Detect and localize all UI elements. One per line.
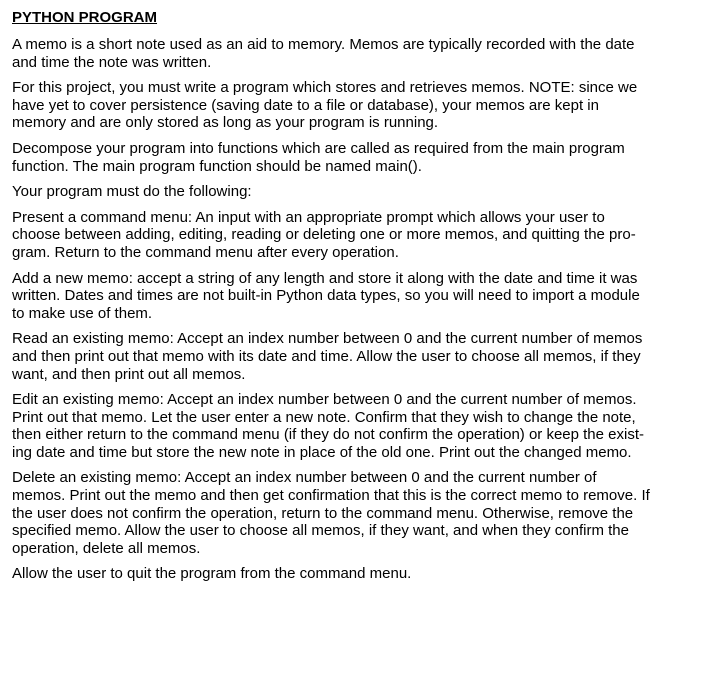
document-title: PYTHON PROGRAM xyxy=(12,9,158,26)
paragraph-delete-memo: Delete an existing memo: Accept an index number between 0 and the current number of memos. Print out the memo and then get confirmation that this is the correct memo to remove. If the user does not confirm the operation, return to the command menu. Otherwise, remove the specified memo. Allow the user to choose all memos, if they want, and when they confirm the operation, delete all memos. xyxy=(12,469,650,557)
paragraph-add-memo: Add a new memo: accept a string of any length and store it along with the date and time it was written. Dates and times are not built-in Python data types, so you will need to import a module to make use of them. xyxy=(12,269,640,322)
paragraph-read-memo: Read an existing memo: Accept an index number between 0 and the current number of memos and then print out that memo with its date and time. Allow the user to choose all memos, if they want, and then print out all memos. xyxy=(12,330,643,383)
paragraph-decompose: Decompose your program into functions which are called as required from the main program function. The main program function should be named main(). xyxy=(12,139,625,175)
paragraph-quit: Allow the user to quit the program from the command menu. xyxy=(12,565,412,583)
paragraph-command-menu: Present a command menu: An input with an appropriate prompt which allows your user to choose between adding, editing, reading or deleting one or more memos, and quitting the pro- gram. Return to the command menu after every operation. xyxy=(12,208,636,261)
paragraph-requirements-intro: Your program must do the following: xyxy=(12,183,252,201)
paragraph-edit-memo: Edit an existing memo: Accept an index number between 0 and the current number of memos. Print out that memo. Let the user enter a new note. Confirm that they wish to change the note, then either return to the command menu (if they do not confirm the operation) or keep the exist- ing date and time but store the new note in place of the old one. Print out the changed memo. xyxy=(12,391,644,461)
paragraph-project-note: For this project, you must write a program which stores and retrieves memos. NOTE: since we have yet to cover persistence (saving date to a file or database), your memos are kept in memory and are only stored as long as your program is running. xyxy=(12,79,638,132)
paragraph-memo-definition: A memo is a short note used as an aid to memory. Memos are typically recorded with the date and time the note was written. xyxy=(12,36,635,71)
